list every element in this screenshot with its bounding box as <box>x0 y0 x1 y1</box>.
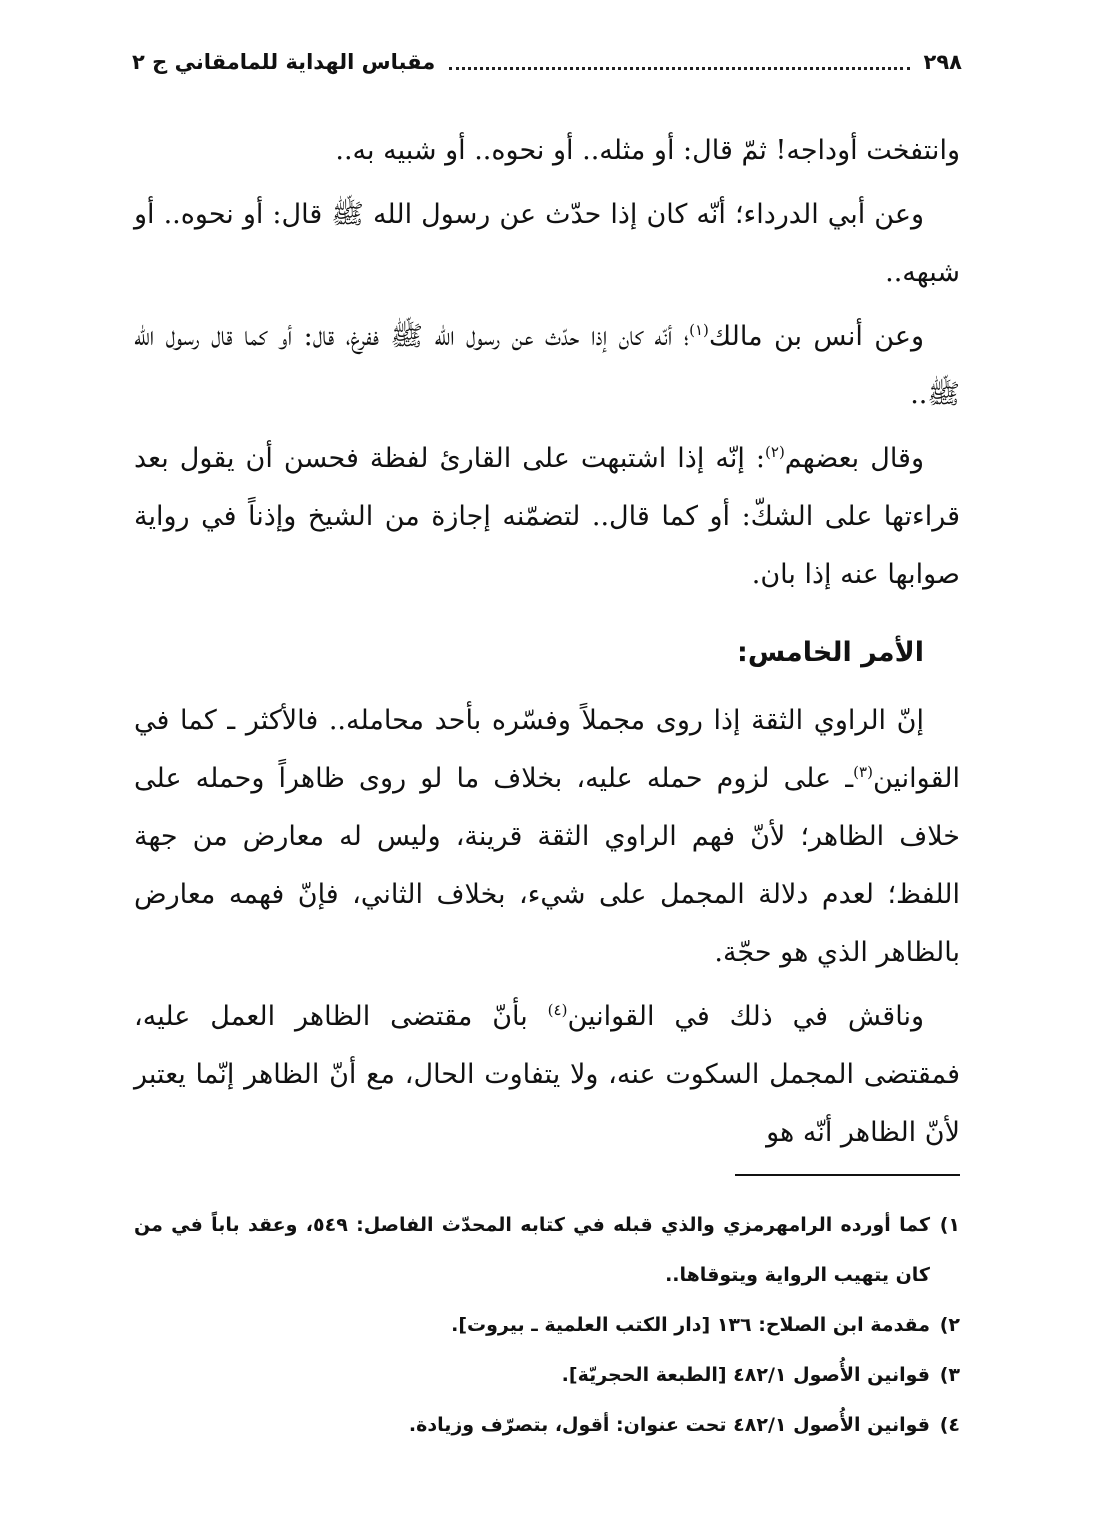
footnote-item <box>134 1200 960 1300</box>
paragraph <box>134 122 960 180</box>
footnote-text: قوانين الأُصول ٤٨٢/١ [الطبعة الحجريّة]. <box>561 1364 930 1386</box>
paragraph <box>134 430 960 604</box>
header-leader-dots <box>449 67 909 70</box>
footnote-text: كما أورده الرامهرمزي والذي قبله في كتابه المحدّث الفاصل: ٥٤٩، وعقد باباً في من كان يتهيب الرواية ويتوقاها.. <box>134 1214 930 1286</box>
footnote-reference[interactable]: (١) <box>689 321 709 339</box>
page-number: ٢٩٨ <box>923 50 962 74</box>
footnote-number: ٣) <box>939 1364 960 1386</box>
running-title: مقباس الهداية للمامقاني ج ٢ <box>132 50 436 74</box>
footnote-item <box>134 1400 960 1450</box>
paragraph-text: وقال بعضهم <box>784 443 924 474</box>
paragraph-text: إنّ الراوي الثقة إذا روى مجملاً وفسّره بأحد محامله.. فالأكثر ـ كما في القوانين <box>134 705 960 794</box>
footnotes <box>134 1200 960 1450</box>
footnote-text: مقدمة ابن الصلاح: ١٣٦ [دار الكتب العلمية ـ بيروت]. <box>451 1314 930 1336</box>
footnote-item <box>134 1350 960 1400</box>
paragraph-text: بأنّ مقتضى الظاهر العمل عليه، فمقتضى المجمل السكوت عنه، ولا يتفاوت الحال، مع أنّ الظاهر إنّما يعتبر لأنّ الظاهر أنّه هو <box>134 1001 960 1148</box>
footnote-separator <box>735 1174 960 1176</box>
footnote-reference[interactable]: (٢) <box>765 443 785 461</box>
paragraph-text: وانتفخت أوداجه! ثمّ قال: أو مثله.. أو نحوه.. أو شبيه به.. <box>335 135 960 166</box>
paragraph <box>134 692 960 982</box>
footnote-number: ٤) <box>939 1414 960 1436</box>
paragraph <box>134 186 960 302</box>
paragraph-text: وعن أبي الدرداء؛ أنّه كان إذا حدّث عن رسول الله ﷺ قال: أو نحوه.. أو شبهه.. <box>134 199 960 288</box>
paragraph-text: ؛ أنّه كان إذا حدّث عن رسول الله ﷺ ففرغ، قال: أو كما قال رسول الله ﷺ.. <box>134 321 960 410</box>
footnote-reference[interactable]: (٣) <box>853 763 873 781</box>
footnote-reference[interactable]: (٤) <box>547 1001 568 1019</box>
main-text <box>134 122 960 1168</box>
footnote-number: ١) <box>939 1214 960 1236</box>
paragraph-text: : إنّه إذا اشتبهت على القارئ لفظة فحسن أن يقول بعد قراءتها على الشكّ: أو كما قال.. لتضمّنه إجازة من الشيخ وإذناً في رواية صوابها عنه إذا بان. <box>134 443 960 590</box>
paragraph-text: ـ على لزوم حمله عليه، بخلاف ما لو روى ظاهراً وحمله على خلاف الظاهر؛ لأنّ فهم الراوي الثقة قرينة، وليس له معارض من جهة اللفظ؛ لعدم دلالة المجمل على شيء، بخلاف الثاني، فإنّ فهمه معارض بالظاهر الذي هو حجّة. <box>134 763 960 968</box>
paragraph-text: وناقش في ذلك في القوانين <box>567 1001 924 1032</box>
page-header <box>132 42 962 82</box>
section-heading: الأمر الخامس: <box>737 637 924 668</box>
footnote-number: ٢) <box>939 1314 960 1336</box>
paragraph <box>134 308 960 424</box>
paragraph-text: وعن أنس بن مالك <box>708 321 924 352</box>
footnote-text: قوانين الأُصول ٤٨٢/١ تحت عنوان: أقول، بتصرّف وزيادة. <box>408 1414 930 1436</box>
footnote-item <box>134 1300 960 1350</box>
paragraph <box>134 988 960 1162</box>
